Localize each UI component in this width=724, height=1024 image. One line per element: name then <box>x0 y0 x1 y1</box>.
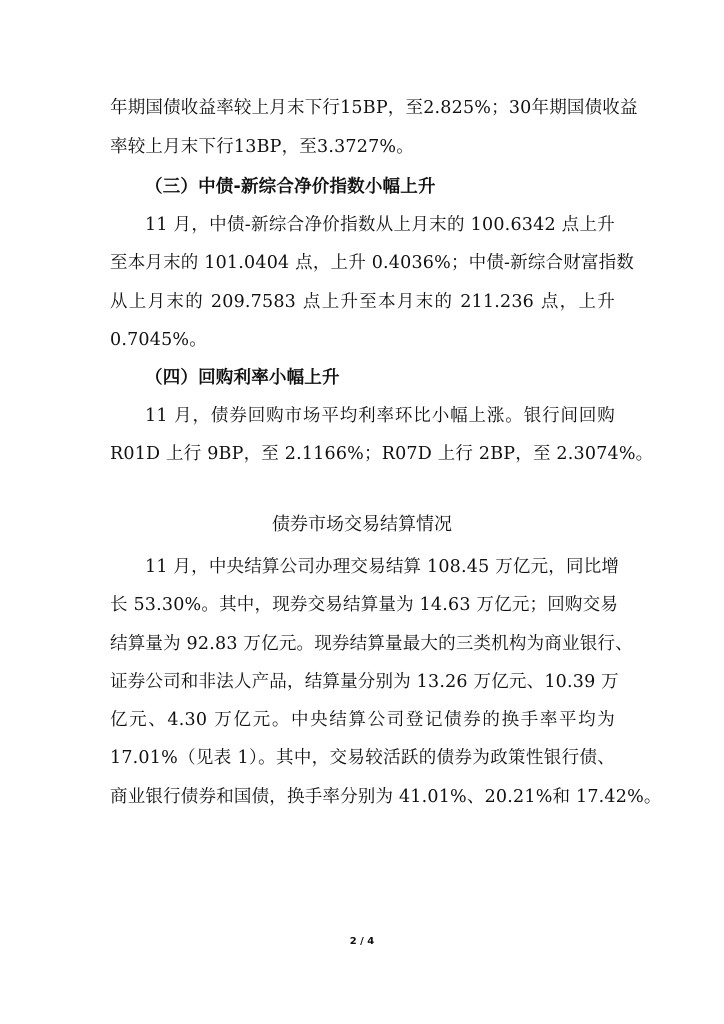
body-text-line: 年期国债收益率较上月末下行15BP，至2.825%；30年期国债收益 <box>110 98 638 118</box>
heading-repo-rate: （四）回购利率小幅上升 <box>145 368 340 388</box>
heading-composite-index: （三）中债-新综合净价指数小幅上升 <box>145 177 436 197</box>
body-text-line: 11 月，中债-新综合净价指数从上月末的 100.6342 点上升 <box>145 215 615 235</box>
page-number: 2 / 4 <box>349 936 375 947</box>
body-text-line: 商业银行债券和国债，换手率分别为 41.01%、20.21%和 17.42%。 <box>110 787 662 807</box>
body-text-line: 长 53.30%。其中，现券交易结算量为 14.63 万亿元；回购交易 <box>110 595 619 615</box>
body-text-line: 11 月，债券回购市场平均利率环比小幅上涨。银行间回购 <box>145 406 615 426</box>
body-text-line: 证券公司和非法人产品，结算量分别为 13.26 万亿元、10.39 万 <box>110 672 619 692</box>
body-text-line: 亿元、4.30 万亿元。中央结算公司登记债券的换手率平均为 <box>110 710 615 730</box>
body-text-line: 结算量为 92.83 万亿元。现券结算量最大的三类机构为商业银行、 <box>110 634 633 654</box>
body-text-line: 0.7045%。 <box>110 330 207 350</box>
body-text-line: 至本月末的 101.0404 点，上升 0.4036%；中债-新综合财富指数 <box>110 253 635 273</box>
section-title: 债券市场交易结算情况 <box>272 514 452 535</box>
body-text-line: 11 月，中央结算公司办理交易结算 108.45 万亿元，同比增 <box>145 557 620 577</box>
body-text-line: 率较上月末下行13BP，至3.3727%。 <box>110 137 414 157</box>
body-text-line: R01D 上行 9BP，至 2.1166%；R07D 上行 2BP，至 2.3074%。 <box>110 444 654 464</box>
body-text-line: 17.01%（见表 1）。其中，交易较活跃的债券为政策性银行债、 <box>110 748 615 768</box>
body-text-line: 从上月末的 209.7583 点上升至本月末的 211.236 点，上升 <box>110 292 615 312</box>
